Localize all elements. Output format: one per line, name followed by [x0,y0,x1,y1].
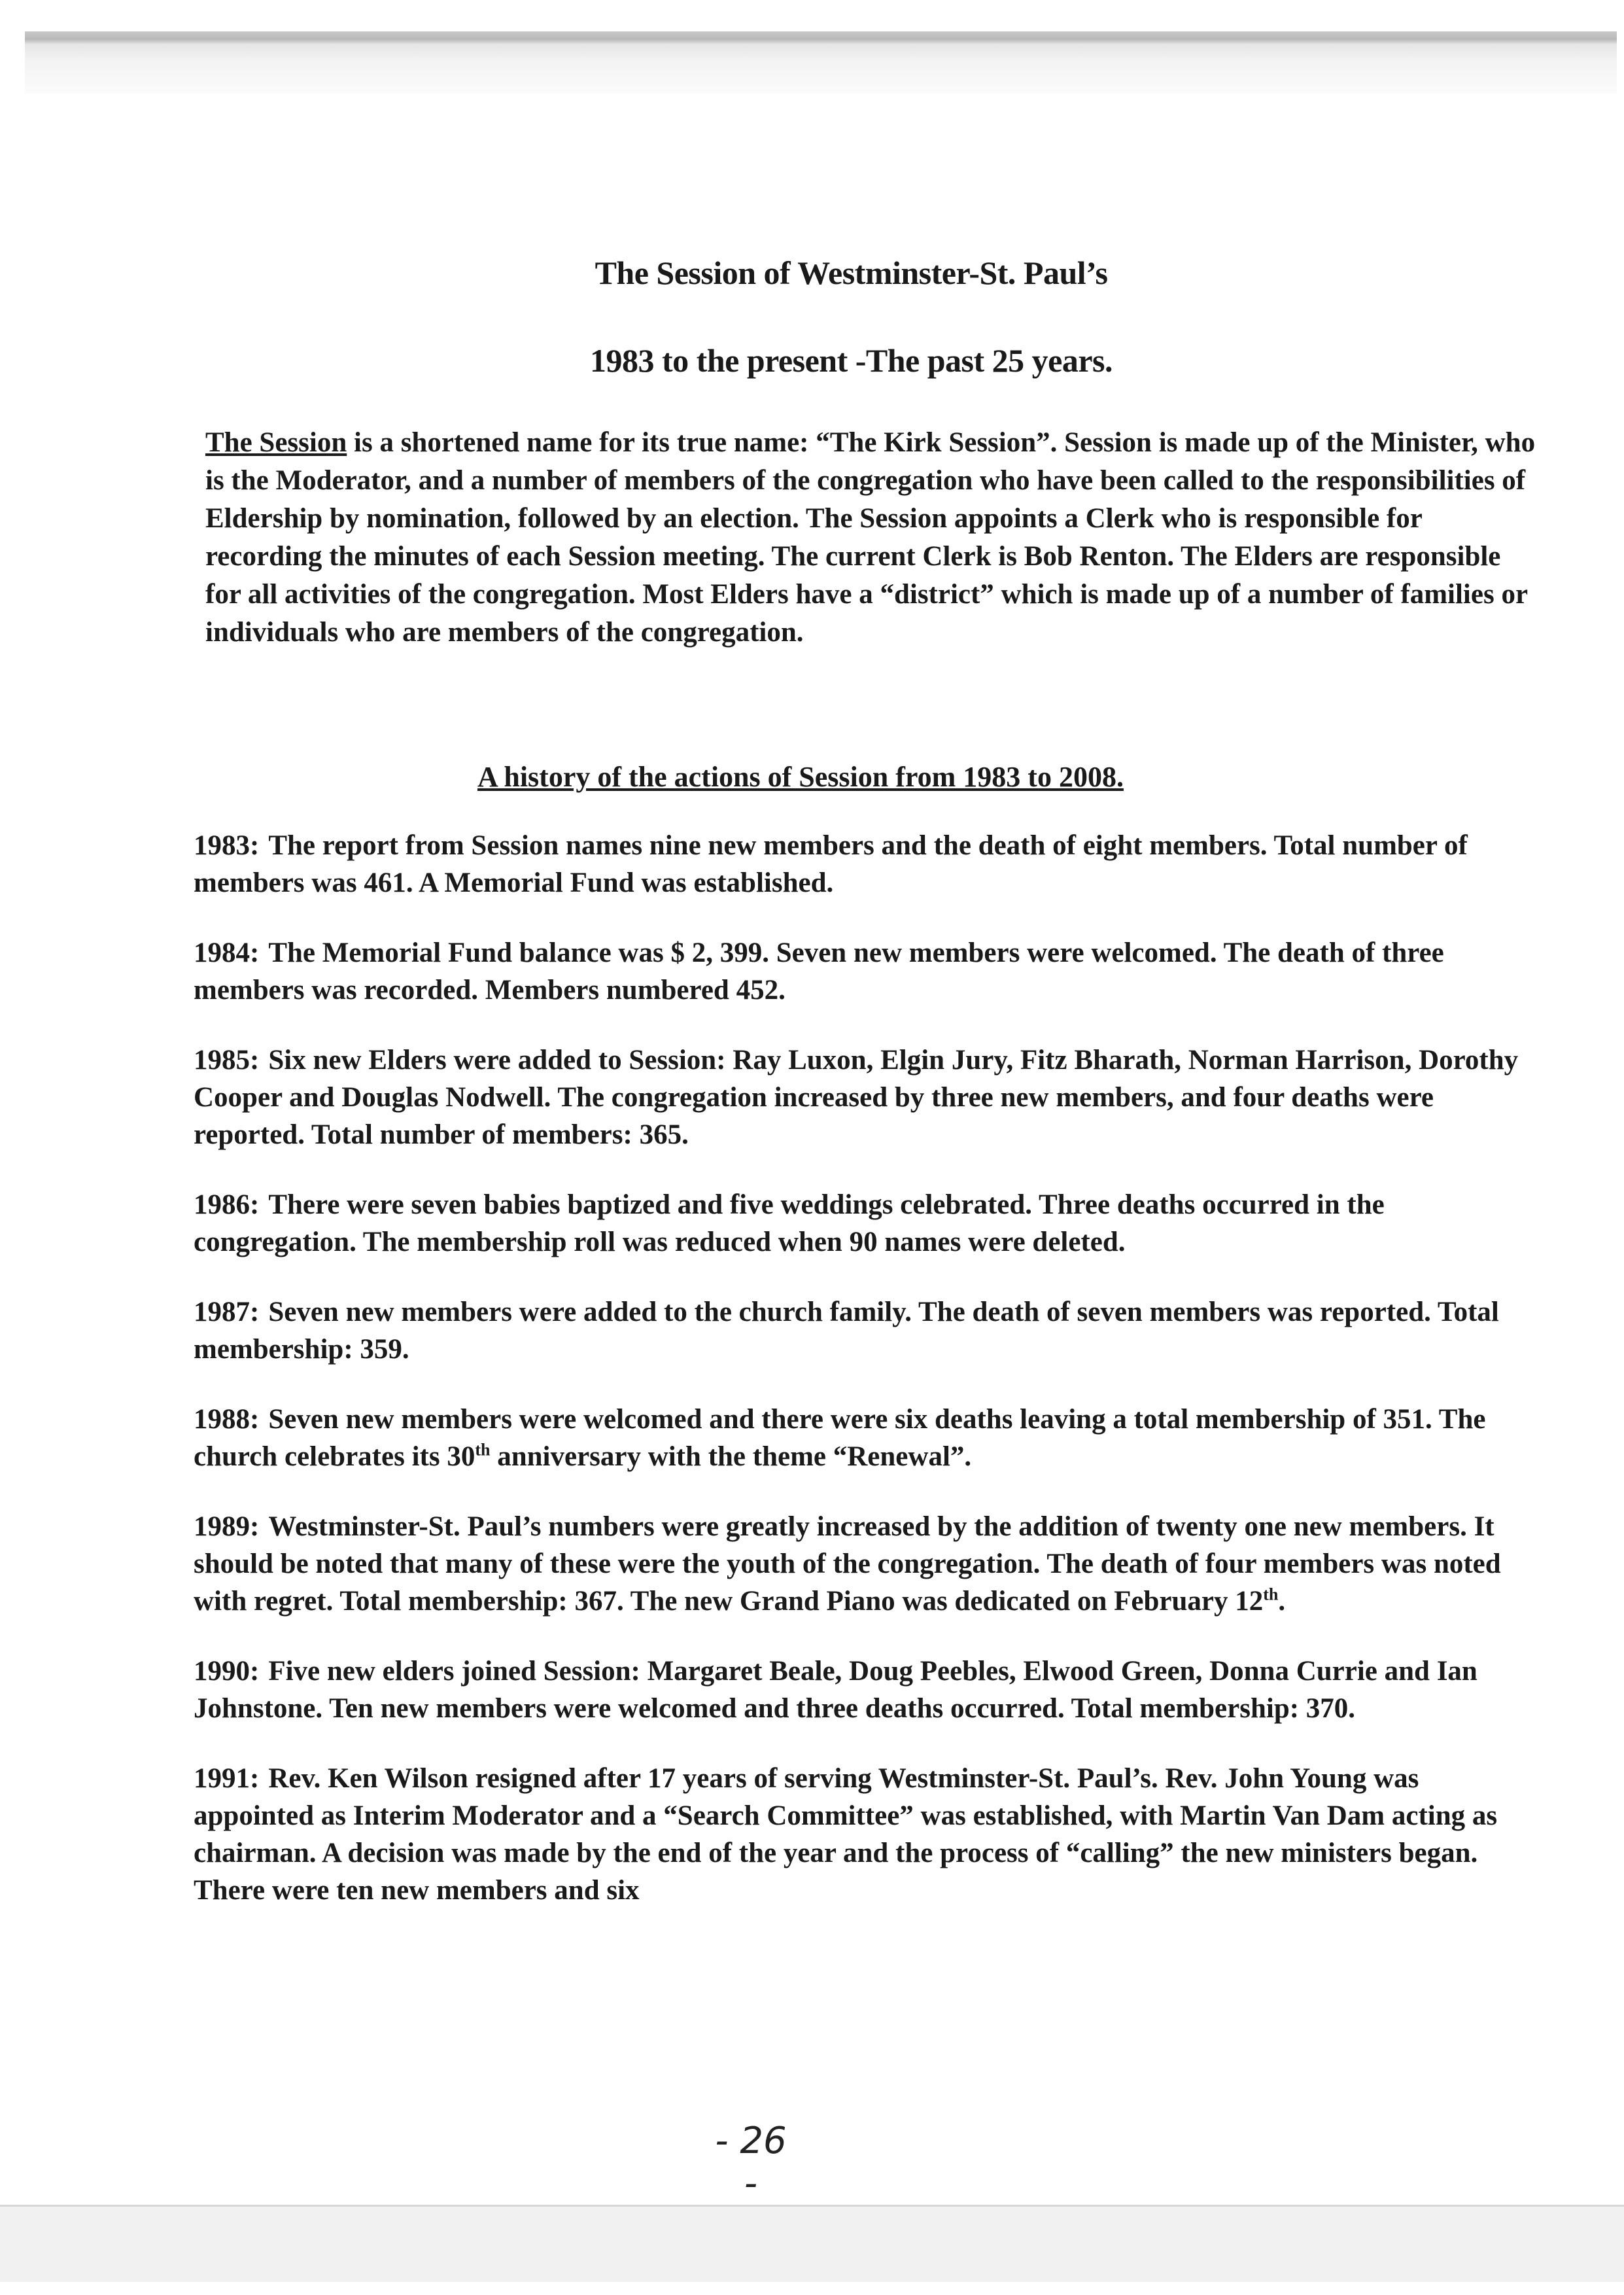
entry-text: There were seven babies baptized and five weddings celebrated. Three deaths occurred in the congregation. The membership roll was reduced when 90 names were deleted. [194,1189,1385,1257]
entry-year: 1989: [194,1511,260,1542]
entry-text: Seven new members were added to the church family. The death of seven members was reported. Total membership: 359. [194,1297,1499,1365]
history-entry-1989 [194,1508,1541,1620]
history-entry-1983 [194,827,1541,902]
intro-paragraph [205,424,1540,652]
ordinal-suffix: th [1263,1585,1279,1604]
entry-text: The Memorial Fund balance was $ 2, 399. Seven new members were welcomed. The death of three members was recorded. Members numbered 452. [194,937,1444,1006]
document-subtitle: 1983 to the present -The past 25 years. [590,342,1113,379]
history-entry-1987 [194,1293,1541,1368]
intro-body: is a shortened name for its true name: “The Kirk Session”. Session is made up of the Minister, who is the Moderator, and a number of members of the congregation who have been called to the responsibilities of Eldership by nomination, followed by an election. The Session appoints a Clerk who is responsible for recording the minutes of each Session meeting. The current Clerk is Bob Renton. The Elders are responsible for all activities of the congregation. Most Elders have a “district” which is made up of a number of families or individuals who are members of the congregation. [205,427,1536,648]
entry-year: 1988: [194,1404,260,1435]
history-entry-1984 [194,934,1541,1009]
entry-year: 1987: [194,1297,260,1327]
entry-text: Rev. Ken Wilson resigned after 17 years of serving Westminster-St. Paul’s. Rev. John Young was appointed as Interim Moderator and a “Search Committee” was established, with Martin Van Dam acting as chairman. A decision was made by the end of the year and the process of “calling” the new ministers began. There were ten new members and six [194,1763,1498,1906]
entry-text-continued: . [1278,1586,1286,1617]
entry-text: Westminster-St. Paul’s numbers were greatly increased by the addition of twenty one new members. It should be noted that many of these were the youth of the congregation. The death of four members was noted with regret. Total membership: 367. The new Grand Piano was dedicated on February 12 [194,1511,1501,1617]
history-entries [194,827,1541,1942]
history-entry-1988 [194,1401,1541,1475]
document-title: The Session of Westminster-St. Paul’s [595,254,1108,291]
entry-text-continued: anniversary with the theme “Renewal”. [490,1441,972,1472]
history-entry-1985 [194,1042,1541,1153]
ordinal-suffix: th [475,1440,491,1460]
entry-text: Five new elders joined Session: Margaret Beale, Doug Peebles, Elwood Green, Donna Currie and Ian Johnstone. Ten new members were welcomed and three deaths occurred. Total membership: 370. [194,1656,1477,1724]
entry-text: The report from Session names nine new members and the death of eight members. Total number of members was 461. A Memorial Fund was established. [194,830,1468,898]
entry-year: 1986: [194,1189,260,1220]
history-entry-1991 [194,1760,1541,1909]
intro-lead-term: The Session [205,427,347,458]
section-heading: A history of the actions of Session from 1983 to 2008. [477,761,1124,793]
scan-border-bottom [0,2205,1624,2282]
history-entry-1986 [194,1186,1541,1261]
entry-text: Seven new members were welcomed and there were six deaths leaving a total membership of 351. The church celebrates its 30 [194,1404,1486,1472]
entry-year: 1985: [194,1045,260,1076]
handwritten-page-number: - 26 - [715,2120,787,2205]
history-entry-1990 [194,1653,1541,1727]
entry-year: 1991: [194,1763,260,1794]
entry-text: Six new Elders were added to Session: Ray Luxon, Elgin Jury, Fitz Bharath, Norman Harrison, Dorothy Cooper and Douglas Nodwell. The congregation increased by three new members, and four deaths were reported. Total number of members: 365. [194,1045,1519,1150]
entry-year: 1990: [194,1656,260,1687]
entry-year: 1984: [194,937,260,968]
entry-year: 1983: [194,830,260,861]
